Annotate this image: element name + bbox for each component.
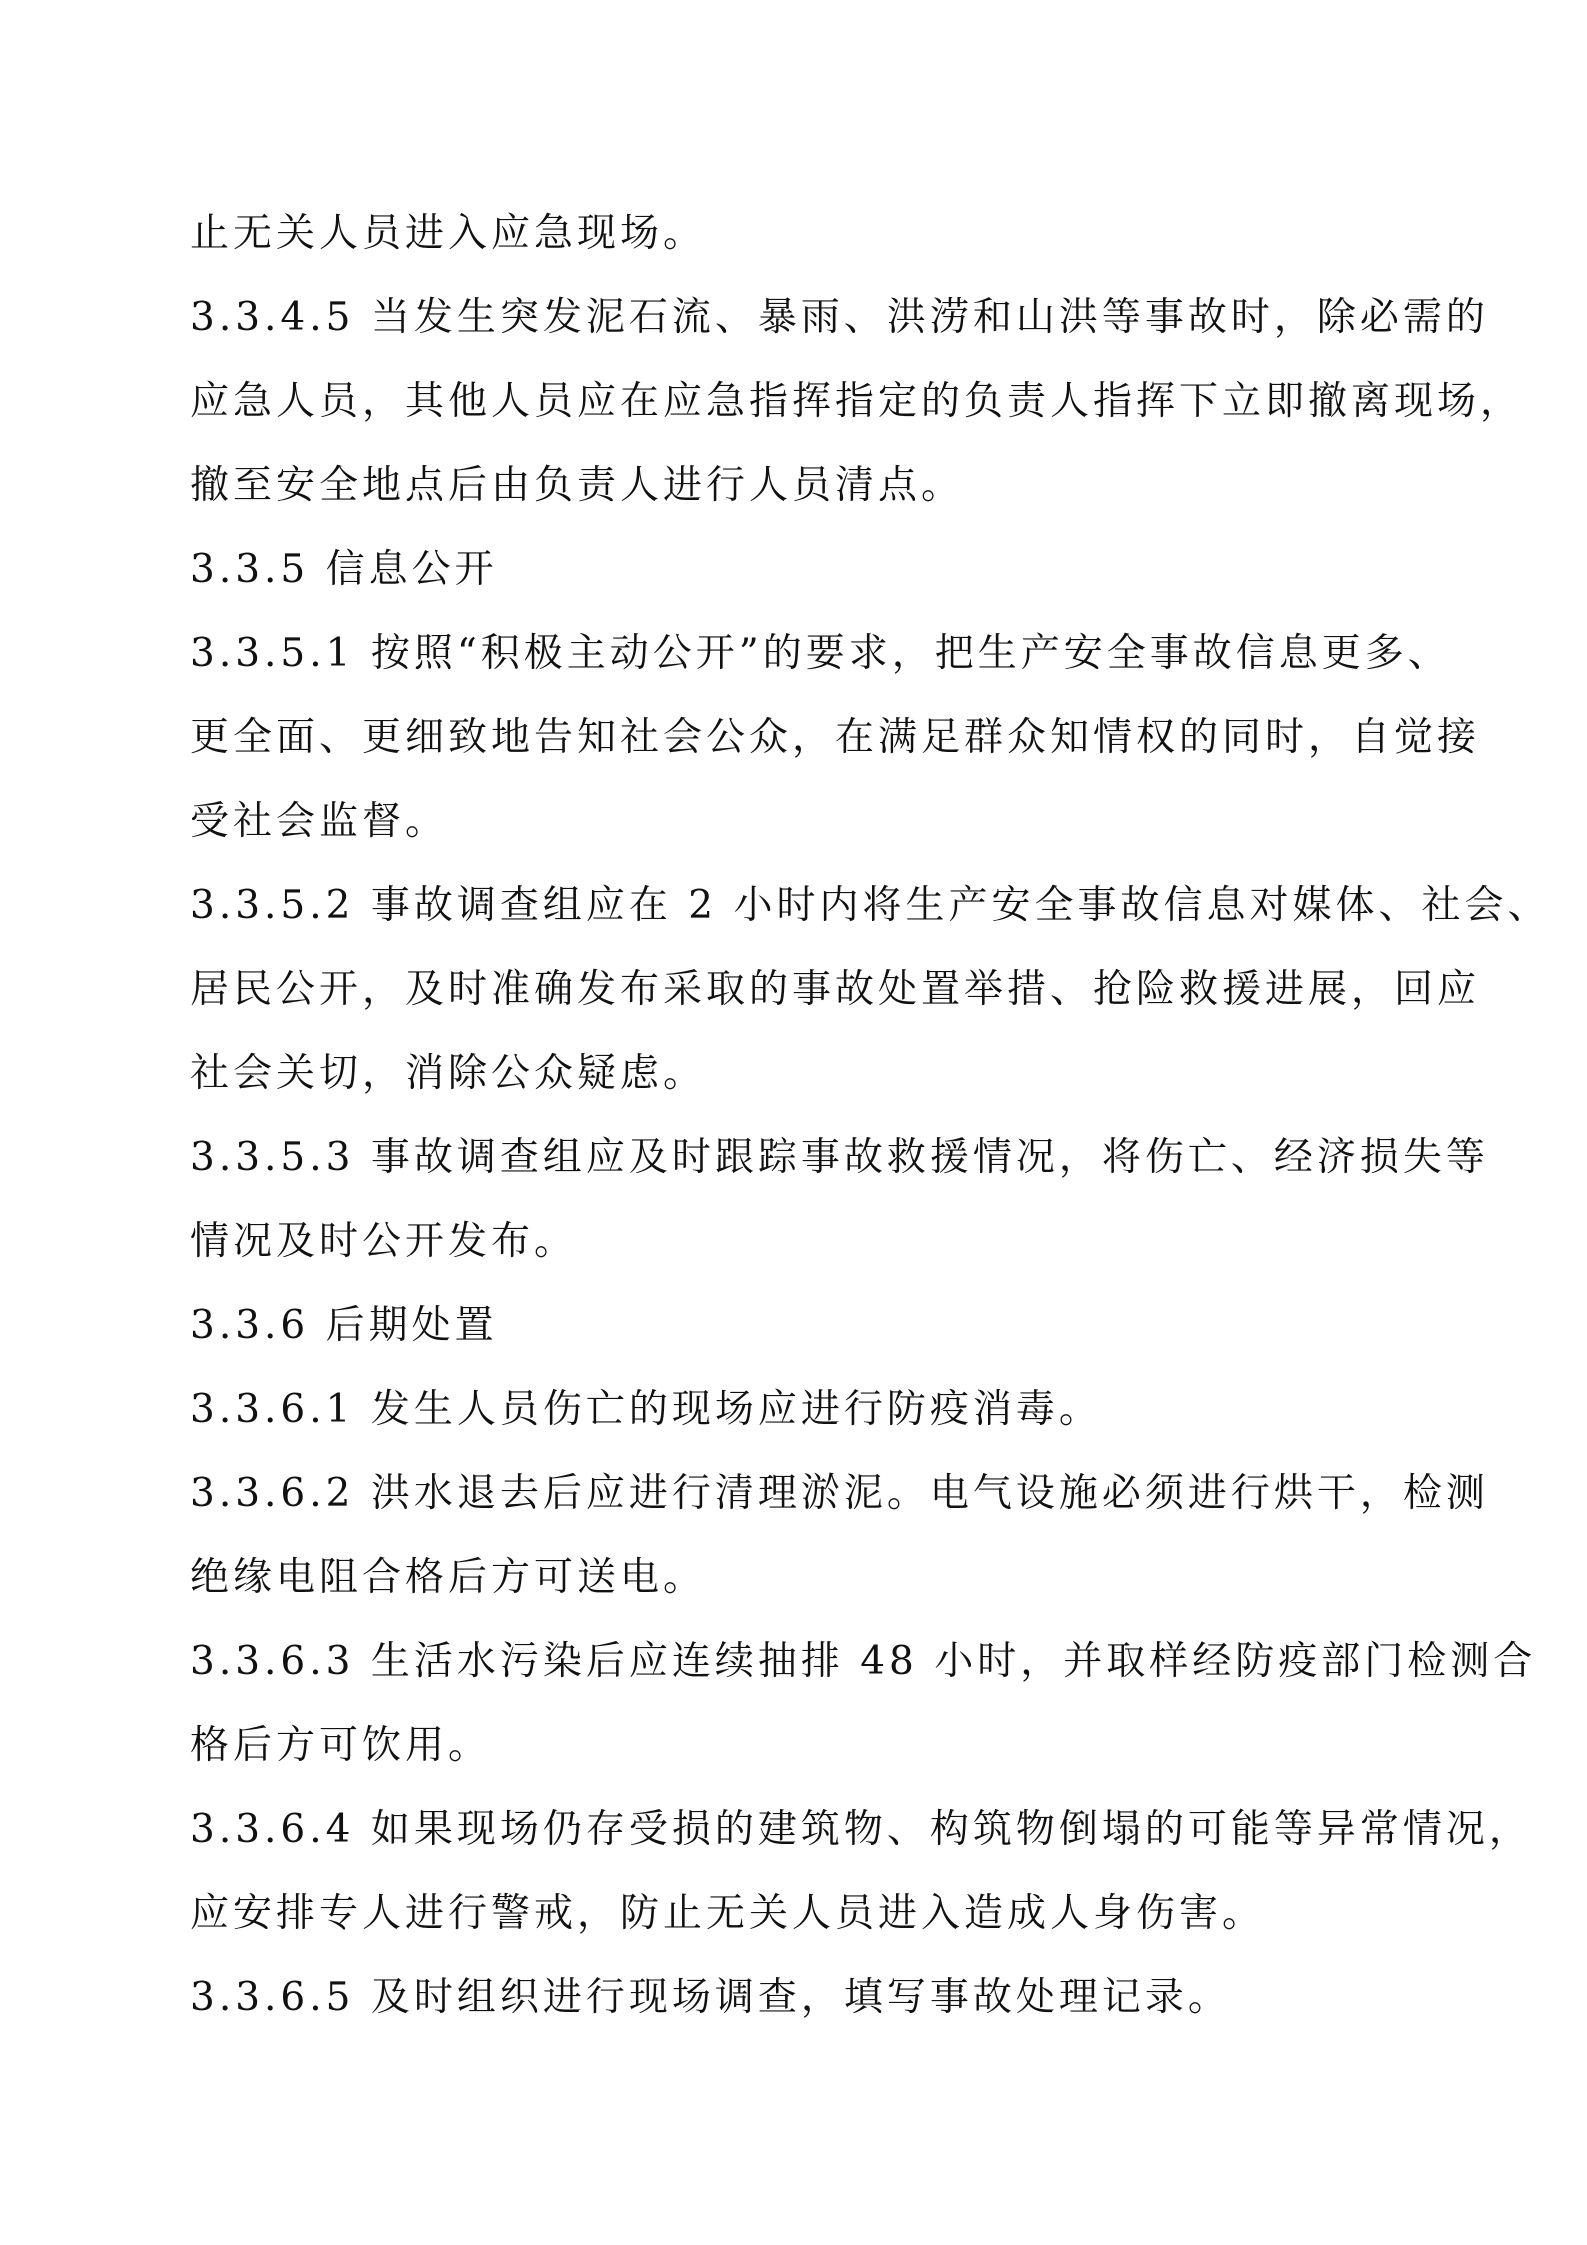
section-heading: 3.3.5 信息公开 <box>190 547 498 592</box>
text-line: 情况及时公开发布。 <box>190 1219 578 1264</box>
text-line: 3.3.5.3 事故调查组应及时跟踪事故救援情况，将伤亡、经济损失等 <box>190 1135 1489 1180</box>
text-line: 绝缘电阻合格后方可送电。 <box>190 1555 707 1600</box>
text-line: 应急人员，其他人员应在应急指挥指定的负责人指挥下立即撤离现场， <box>190 379 1524 424</box>
text-line: 3.3.6.3 生活水污染后应连续抽排 48 小时，并取样经防疫部门检测合 <box>190 1639 1537 1684</box>
text-line: 撤至安全地点后由负责人进行人员清点。 <box>190 463 965 508</box>
text-line: 3.3.6.5 及时组织进行现场调查，填写事故处理记录。 <box>190 1975 1231 2020</box>
text-line: 3.3.6.1 发生人员伤亡的现场应进行防疫消毒。 <box>190 1387 1102 1432</box>
text-line: 社会关切，消除公众疑虑。 <box>190 1051 707 1096</box>
text-line: 3.3.4.5 当发生突发泥石流、暴雨、洪涝和山洪等事故时，除必需的 <box>190 295 1489 340</box>
section-heading: 3.3.6 后期处置 <box>190 1303 498 1348</box>
text-line: 3.3.6.2 洪水退去后应进行清理淤泥。电气设施必须进行烘干，检测 <box>190 1471 1489 1516</box>
text-line: 止无关人员进入应急现场。 <box>190 211 707 256</box>
text-line: 受社会监督。 <box>190 799 449 844</box>
text-line: 3.3.5.2 事故调查组应在 2 小时内将生产安全事故信息对媒体、社会、 <box>190 883 1551 928</box>
text-line: 居民公开，及时准确发布采取的事故处置举措、抢险救援进展，回应 <box>190 967 1481 1012</box>
text-line: 更全面、更细致地告知社会公众，在满足群众知情权的同时，自觉接 <box>190 715 1481 760</box>
text-line: 3.3.5.1 按照“积极主动公开”的要求，把生产安全事故信息更多、 <box>190 631 1451 676</box>
text-line: 应安排专人进行警戒，防止无关人员进入造成人身伤害。 <box>190 1891 1266 1936</box>
text-line: 格后方可饮用。 <box>190 1723 492 1768</box>
text-line: 3.3.6.4 如果现场仍存受损的建筑物、构筑物倒塌的可能等异常情况， <box>190 1807 1532 1852</box>
document-body <box>190 192 1551 2040</box>
